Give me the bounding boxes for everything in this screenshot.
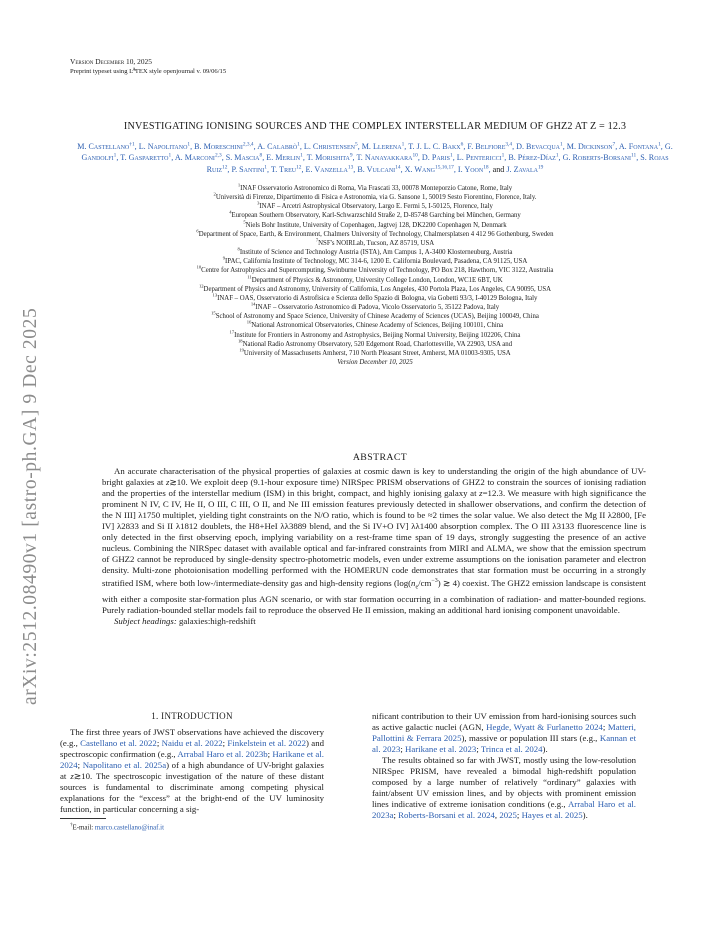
affiliation-4: $^4$European Southern Observatory, Karl-Schwarzschild Straße 2, D-85748 Garching bei München, Germany (229, 210, 521, 220)
footnote: †E-mail: marco.castellano@inaf.it (70, 823, 164, 832)
intro-right-column: nificant contribution to their UV emission from hard-ionising sources such as active galactic nuclei (AGN, Hegde, Wyatt & Furlanetto 2024; Matteri, Pallottini & Ferrara 2025), massive or population III stars (e.g., Kannan et al. 2023; Harikane et al. 2023; Trinca et al. 2024). The results obtained so far with JWST, mostly using the low-resolution NIRSpec PRISM, have revealed a bimodal high-redshift population composed by a large number of relatively “ordinary” galaxies with faint/absent UV emission lines, and by objects with prominent emission lines indicative of extreme ionisation conditions (e.g., Arrabal Haro et al. 2023a; Roberts-Borsani et al. 2024, 2025; Hayes et al. 2025). (372, 711, 637, 821)
affiliation-11: $^{11}$Department of Physics & Astronomy, University College London, London, WC1E 6BT, UK (247, 274, 503, 284)
version-date: Version December 10, 2025 (337, 358, 413, 366)
paper-title: INVESTIGATING IONISING SOURCES AND THE COMPLEX INTERSTELLAR MEDIUM OF GHZ2 AT Z = 12.3 (123, 121, 627, 132)
affiliation-15: $^{15}$School of Astronomy and Space Science, University of Chinese Academy of Sciences (UCAS), Beijing 100049, China (211, 310, 539, 321)
version-line: Version December 10, 2025 (70, 57, 152, 66)
section-heading-introduction: 1. INTRODUCTION (151, 711, 233, 721)
preprint-line: Preprint typeset using $L^ATEX$ style openjournal v. 09/06/15 (70, 68, 227, 75)
affiliation-2: $^2$Università di Firenze, Dipartimento di Fisica e Astronomia, via G. Sansone 1, 50019 Sesto Fiorentino, Florence, Italy. (213, 191, 537, 202)
abstract (102, 466, 646, 627)
affiliations (80, 184, 670, 367)
author-email-link[interactable]: marco.castellano@inaf.it (94, 824, 164, 832)
author-list: M. Castellano$^{\dagger 1}$, L. Napolitano$^1$, B. Moreschini$^{2,3,4}$, A. Calabrò$^1$, L. Christensen$^5$, M. Llerena$^1$, T. J. L. C. Bakx$^6$, F. Belfiore$^{3,4}$, D. Bevacqua$^1$, M. Dickinson$^7$, A. Fontana$^1$, G. Gandolfi$^1$, T. Gasparetto$^1$, A. Marconi$^{2,3}$, S. Mascia$^8$, E. Merlin$^1$, T. Morishita$^9$, T. Nanayakkara$^{10}$, D. Paris$^1$, L. Pentericci$^1$, B. Pérez-Díaz$^1$, G. Roberts-Borsani$^{11}$, S. Rojas Ruiz$^{12}$, P. Santini$^1$, T. Treu$^{12}$, E. Vanzella$^{13}$, B. Vulcani$^{14}$, X. Wang$^{15,16,17}$, I. Yoon$^{18}$, and J. Zavala$^{19}$ (77, 141, 673, 174)
subject-headings: Subject headings: galaxies:high-redshift (114, 616, 256, 627)
affiliation-12: $^{12}$Department of Physics and Astronomy, University of California, Los Angeles, 430 Portola Plaza, Los Angeles, CA 90095, USA (198, 283, 552, 293)
affiliation-14: $^{14}$INAF – Osservatorio Astronomico di Padova, Vicolo Osservatorio 5, 35122 Padova, Italy (250, 301, 500, 312)
intro-left-column: The first three years of JWST observations have achieved the discovery (e.g., Castellano et al. 2022; Naidu et al. 2022; Finkelstein et al. 2022) and spectroscopic confirmation (e.g., Arrabal Haro et al. 2023b; Harikane et al. 2024; Napolitano et al. 2025a) of a high abundance of UV-bright galaxies at z≳10. The spectroscopic investigation of the nature of these distant sources is fundamental to discriminate among competing physical explanations for the “excess” at the bright-end of the UV luminosity function, in particular concerning a sig- (60, 727, 324, 815)
affiliation-7: $^7$NSF's NOIRLab, Tucson, AZ 85719, USA (315, 237, 435, 247)
affiliation-3: $^3$INAF – Arcetri Astrophysical Observatory, Largo E. Fermi 5, I-50125, Florence, Italy (257, 201, 493, 211)
arxiv-identifier: arXiv:2512.08490v1 [astro-ph.GA] 9 Dec 2025 (20, 307, 41, 705)
affiliation-8: $^8$Institute of Science and Technology Austria (ISTA), Am Campus 1, A-3400 Klosterneuburg, Austria (237, 246, 513, 257)
affiliation-list (80, 184, 670, 358)
abstract-heading: ABSTRACT (352, 452, 408, 463)
affiliation-18: $^{18}$National Radio Astronomy Observatory, 520 Edgemont Road, Charlottesville, VA 22903, USA and (237, 338, 513, 348)
affiliation-10: $^{10}$Centre for Astrophysics and Supercomputing, Swinburne University of Technology, PO Box 218, Hawthorn, VIC 3122, Australia (196, 265, 554, 275)
affiliation-16: $^{16}$National Astronomical Observatories, Chinese Academy of Sciences, Beijing 100101, China (246, 320, 504, 330)
affiliation-13: $^{13}$INAF – OAS, Osservatorio di Astrofisica e Scienza dello Spazio di Bologna, via Gobetti 93/3, I-40129 Bologna, Italy (212, 292, 538, 302)
affiliation-19: $^{19}$University of Massachusetts Amherst, 710 North Pleasant Street, Amherst, MA 01003-9305, USA (239, 347, 511, 357)
affiliation-9: $^9$IPAC, California Institute of Technology, MC 314-6, 1200 E. California Boulevard, Pasadena, CA 91125, USA (222, 255, 528, 266)
affiliation-17: $^{17}$Institute for Frontiers in Astronomy and Astrophysics, Beijing Normal University, Beijing 102206, China (229, 329, 521, 339)
affiliation-1: $^1$INAF Osservatorio Astronomico di Roma, Via Frascati 33, 00078 Monteporzio Catone, Rome, Italy (237, 182, 513, 192)
abstract-text: An accurate characterisation of the physical properties of galaxies at cosmic dawn is key to understanding the origin of the high abundance of UV-bright galaxies at z≳10. We exploit deep (9.1-hour exposure time) NIRSpec PRISM observations of GHZ2 to constrain the sources of ionising radiation and the properties of the interstellar medium (ISM) in this bright, compact, and highly ionising galaxy at z=12.3. We measure with high significance the prominent N IV, C IV, He II, O III, C III, O II, and Ne III emission features previously detected in shallower observations, and confirm the detection of the N III] λ1750 multiplet, yielding tight constraints on the N/O ratio, which is found to be ≈2 times the solar value. We also detect the Mg II λ2800, [Fe IV] λ2833 and Si II λ1812 doublets, the H8+HeI λλ3889 blend, and the Si IV+O IV] λλ1400 absorption complex. The O III λ3133 fluorescence line is only detected in the first observing epoch, implying variability on a rest-frame time span of 19 days, strongly suggesting the presence of an active nucleus. Combining the NIRSpec dataset with available optical and far-infrared constraints from MIRI and ALMA, we show that the emission spectrum of GHZ2 cannot be reproduced by single-density spectro-photometric models, even under extreme assumptions on the ionisation parameter and electron density. Multi-zone photoionisation modelling performed with the HOMERUN code demonstrates that star formation must be occurring in a strongly stratified ISM, where both low-/intermediate-density gas and high-density regions ($\log(n_e/cm^{-3})$ ≳ 4) coexist. The GHZ2 emission landscape is consistent with either a composite star-formation plus AGN scenario, or with star formation occurring in a combination of radiation- and matter-bounded regions. Purely radiation-bounded stellar models fail to reproduce the observed He II emission, making an additional hard ionising component unavoidable. (102, 466, 647, 616)
affiliation-5: $^5$Niels Bohr Institute, University of Copenhagen, Jagtvej 128, DK2200 Copenhagen N, Denmark (243, 219, 507, 229)
footnote-rule (60, 818, 106, 819)
affiliation-6: $^6$Department of Space, Earth, & Environment, Chalmers University of Technology, Chalmersplatsen 4 412 96 Gothenburg, Sweden (196, 228, 554, 238)
header-meta (70, 57, 226, 76)
